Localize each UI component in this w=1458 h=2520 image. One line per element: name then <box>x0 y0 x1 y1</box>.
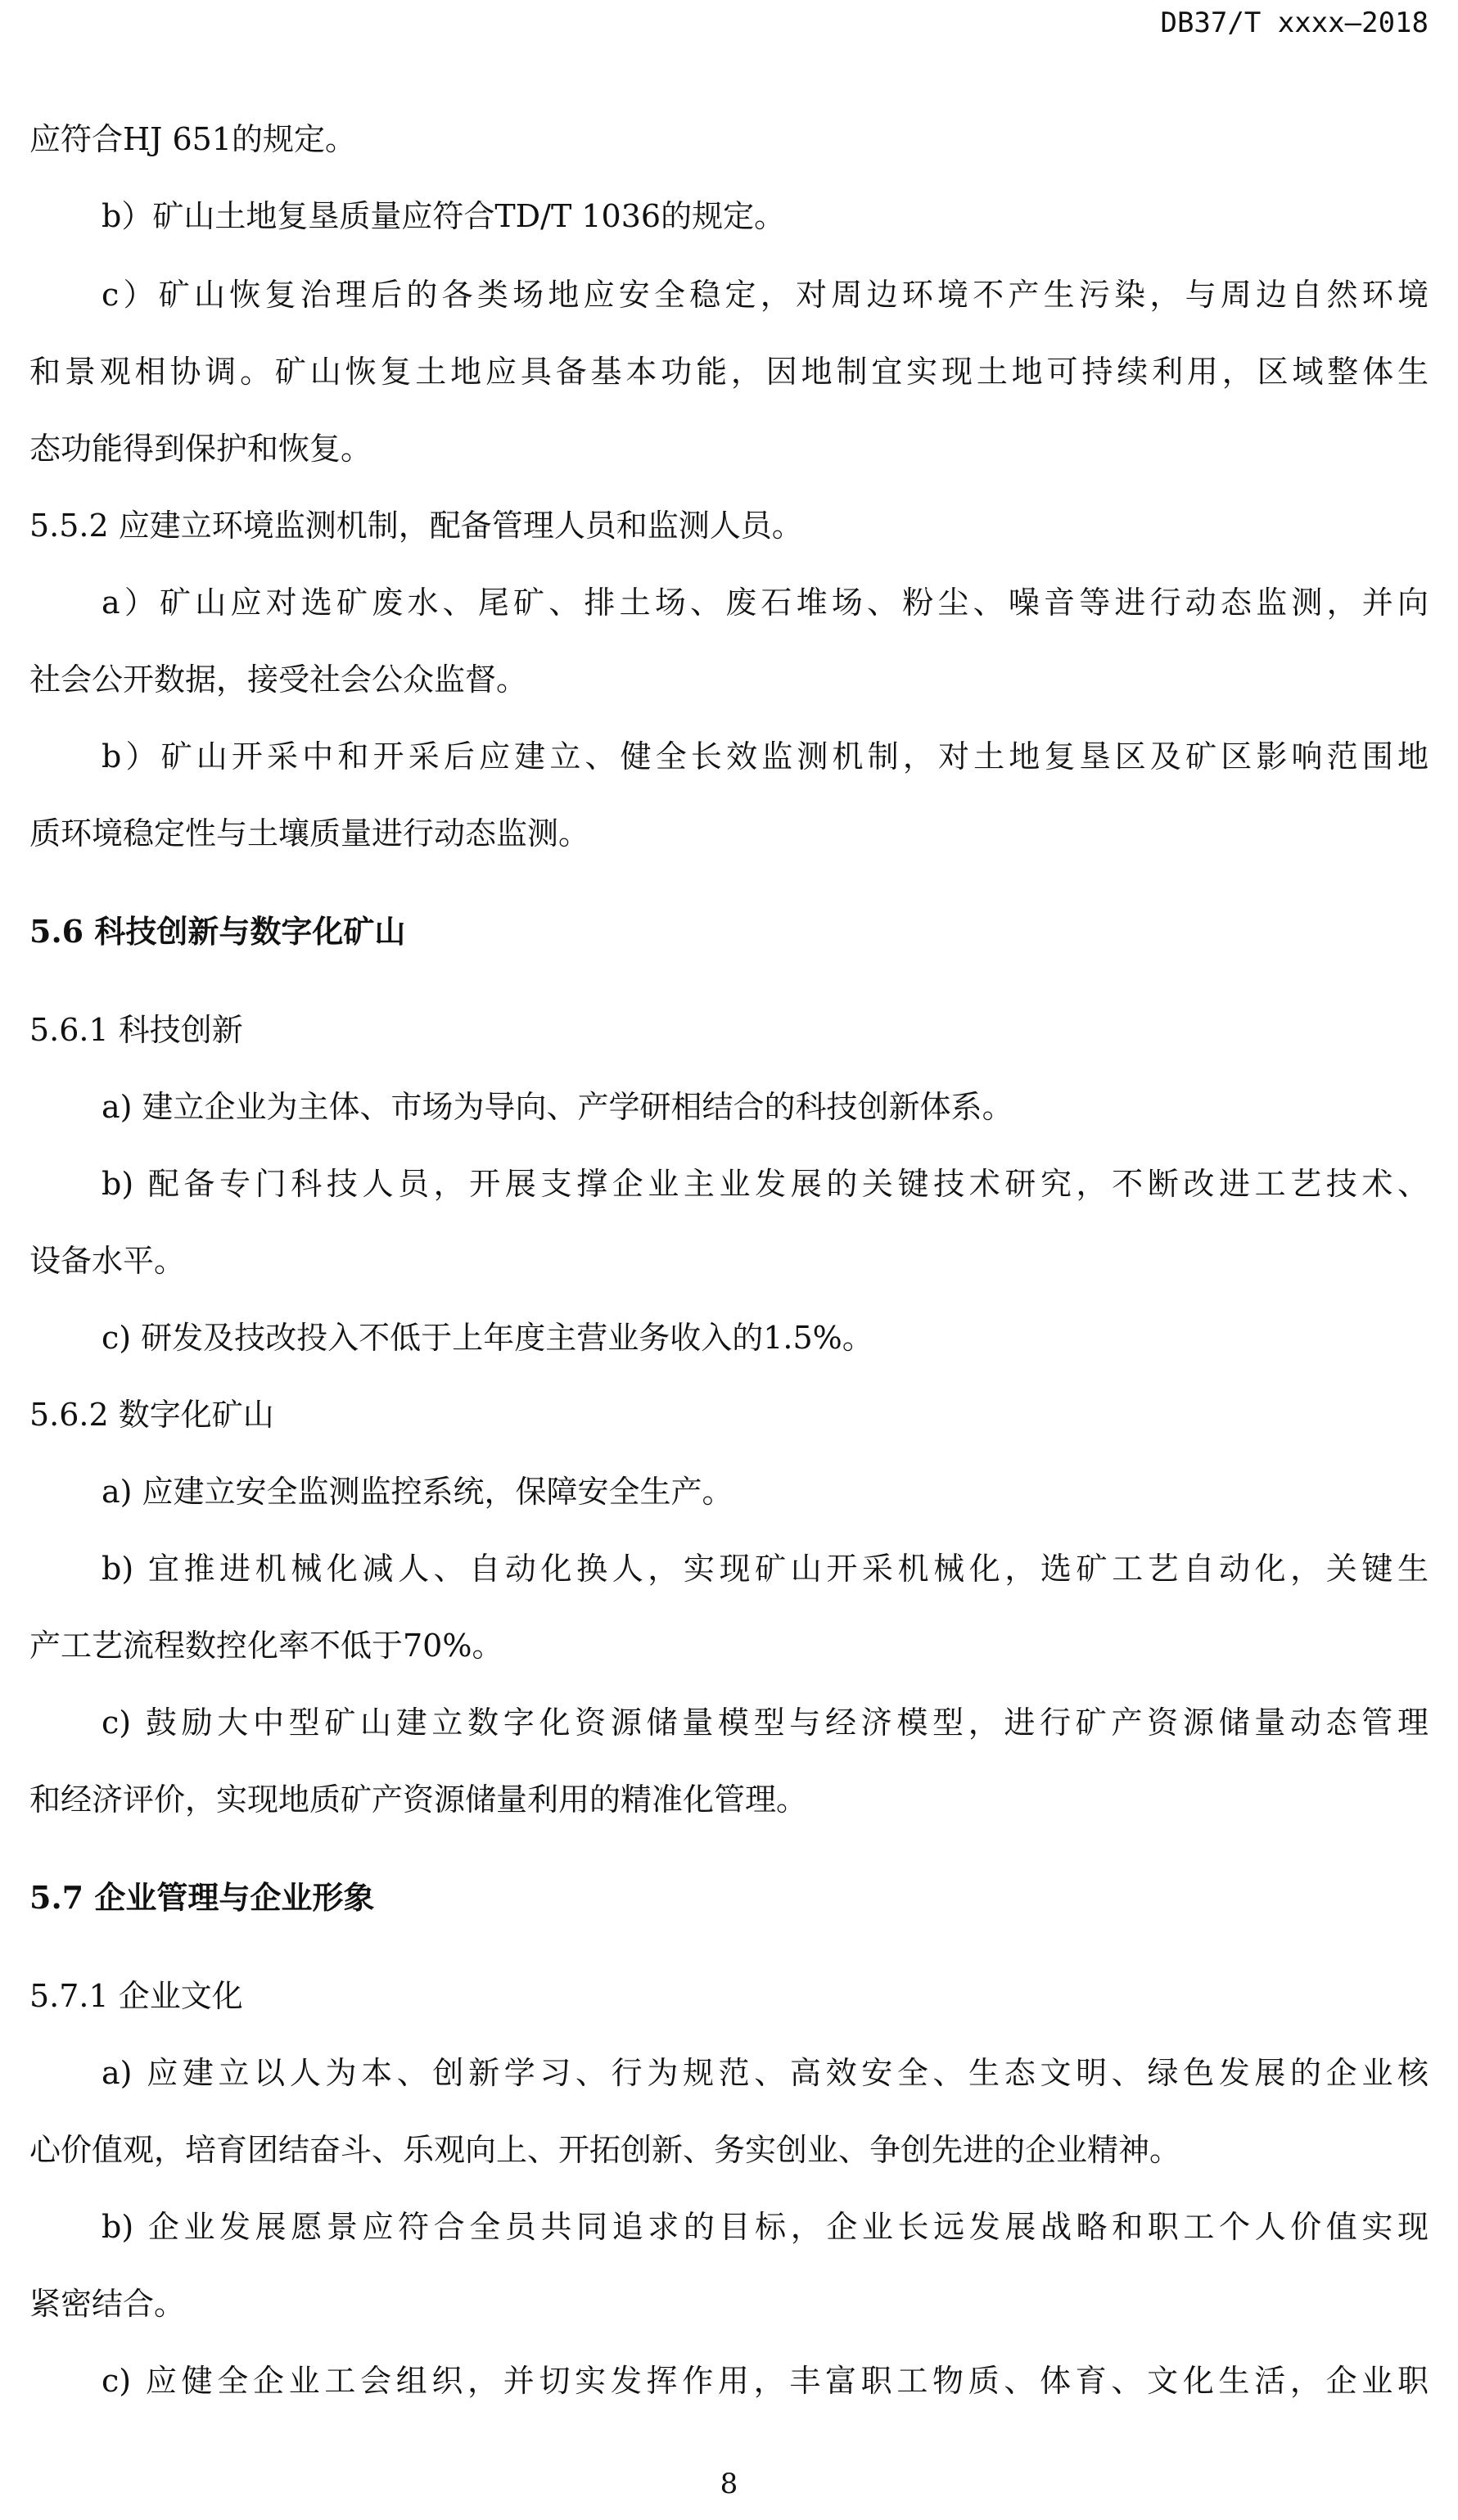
text-line: 设备水平。 <box>29 1243 186 1279</box>
text-line: a）矿山应对选矿废水、尾矿、排土场、废石堆场、粉尘、噪音等进行动态监测，并向 <box>102 585 1429 621</box>
text-line: b) 企业发展愿景应符合全员共同追求的目标，企业长远发展战略和职工个人价值实现 <box>102 2209 1429 2245</box>
text-line: c) 研发及技改投入不低于上年度主营业务收入的1.5%。 <box>102 1320 873 1356</box>
text-line: 态功能得到保护和恢复。 <box>29 431 372 467</box>
text-line: c）矿山恢复治理后的各类场地应安全稳定，对周边环境不产生污染，与周边自然环境 <box>102 277 1429 313</box>
text-line: 紧密结合。 <box>29 2286 186 2322</box>
clause-5-6-1: 5.6.1 科技创新 <box>29 1012 243 1048</box>
text-line: b) 配备专门科技人员，开展支撑企业主业发展的关键技术研究，不断改进工艺技术、 <box>102 1166 1429 1202</box>
text-line: 产工艺流程数控化率不低于70%。 <box>29 1628 503 1664</box>
text-line: 质环境稳定性与土壤质量进行动态监测。 <box>29 815 590 851</box>
text-line: b）矿山土地复垦质量应符合TD/T 1036的规定。 <box>102 198 786 234</box>
document-code-header: DB37/T xxxx—2018 <box>1160 7 1429 39</box>
text-line: a) 应建立以人为本、创新学习、行为规范、高效安全、生态文明、绿色发展的企业核 <box>102 2055 1429 2091</box>
text-line: 和景观相协调。矿山恢复土地应具备基本功能，因地制宜实现土地可持续利用，区域整体生 <box>29 354 1429 390</box>
section-heading-5-6: 5.6 科技创新与数字化矿山 <box>29 913 406 950</box>
text-line: b）矿山开采中和开采后应建立、健全长效监测机制，对土地复垦区及矿区影响范围地 <box>102 738 1429 775</box>
section-heading-5-7: 5.7 企业管理与企业形象 <box>29 1879 375 1916</box>
clause-5-6-2: 5.6.2 数字化矿山 <box>29 1397 274 1433</box>
text-line: 应符合HJ 651的规定。 <box>29 121 356 157</box>
text-line: c) 应健全企业工会组织，并切实发挥作用，丰富职工物质、体育、文化生活，企业职 <box>102 2363 1429 2399</box>
text-line: a) 建立企业为主体、市场为导向、产学研相结合的科技创新体系。 <box>102 1089 1013 1125</box>
text-line: 和经济评价，实现地质矿产资源储量利用的精准化管理。 <box>29 1782 808 1818</box>
text-line: c) 鼓励大中型矿山建立数字化资源储量模型与经济模型，进行矿产资源储量动态管理 <box>102 1705 1429 1741</box>
page-number: 8 <box>720 2468 738 2500</box>
text-line: 社会公开数据，接受社会公众监督。 <box>29 662 528 698</box>
text-line: a) 应建立安全监测监控系统，保障安全生产。 <box>102 1474 734 1510</box>
clause-5-7-1: 5.7.1 企业文化 <box>29 1978 243 2014</box>
text-line: 心价值观，培育团结奋斗、乐观向上、开拓创新、务实创业、争创先进的企业精神。 <box>29 2132 1181 2168</box>
text-line: b) 宜推进机械化减人、自动化换人，实现矿山开采机械化，选矿工艺自动化，关键生 <box>102 1551 1429 1587</box>
clause-5-5-2: 5.5.2 应建立环境监测机制，配备管理人员和监测人员。 <box>29 508 803 544</box>
